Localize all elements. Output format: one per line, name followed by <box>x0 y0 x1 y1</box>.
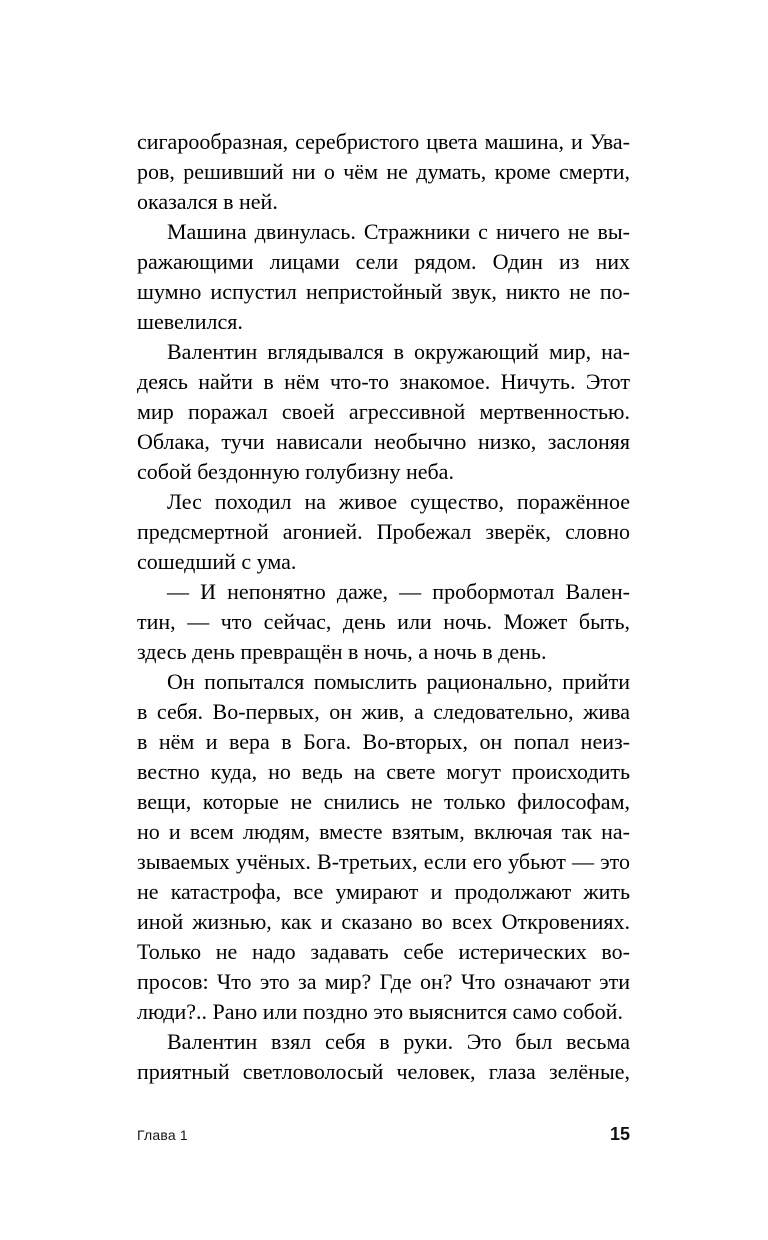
text-line: иной жизнью, как и сказано во всех Откровениях. <box>137 909 630 934</box>
paragraph <box>137 577 630 667</box>
text-line: Лес походил на живое существо, поражённое <box>167 489 630 514</box>
paragraph <box>137 1027 630 1087</box>
text-line: в нём и вера в Бога. Во-вторых, он попал неиз- <box>137 729 630 754</box>
text-line: вещи, которые не снились не только философам, <box>137 789 630 814</box>
paragraph <box>137 667 630 1027</box>
text-line: шевелился. <box>137 309 243 334</box>
text-line: мир поражал своей агрессивной мертвенностью. <box>137 399 630 424</box>
text-line: приятный светловолосый человек, глаза зелёные, <box>137 1059 630 1084</box>
text-line: здесь день превращён в ночь, а ночь в день. <box>137 639 547 664</box>
text-line: вестно куда, но ведь на свете могут происходить <box>137 759 630 784</box>
paragraph <box>137 217 630 337</box>
text-line: сошедший с ума. <box>137 549 297 574</box>
page-number: 15 <box>609 1124 630 1144</box>
text-line: Валентин взял себя в руки. Это был весьма <box>167 1029 630 1054</box>
paragraph <box>137 337 630 487</box>
text-line: но и всем людям, вместе взятым, включая так на- <box>137 819 630 844</box>
text-line: в себя. Во-первых, он жив, а следовательно, жива <box>137 699 630 724</box>
text-line: зываемых учёных. В-третьих, если его убьют — это <box>137 849 630 874</box>
chapter-label: Глава 1 <box>137 1127 188 1143</box>
text-line: не катастрофа, все умирают и продолжают жить <box>137 879 630 904</box>
text-line: деясь найти в нём что-то знакомое. Ничуть. Этот <box>137 369 630 394</box>
text-block <box>137 127 630 1087</box>
text-line: люди?.. Рано или поздно это выяснится само собой. <box>137 999 623 1024</box>
paragraph <box>137 487 630 577</box>
text-line: просов: Что это за мир? Где он? Что означают эти <box>137 969 630 994</box>
footer <box>137 1124 630 1145</box>
text-line: оказался в ней. <box>137 189 278 214</box>
text-line: Облака, тучи нависали необычно низко, заслоняя <box>137 429 630 454</box>
text-line: сигарообразная, серебристого цвета машина, и Ува- <box>137 129 630 154</box>
text-line: Только не надо задавать себе истерических во- <box>137 939 630 964</box>
text-line: Валентин вглядывался в окружающий мир, на- <box>167 339 630 364</box>
text-line: собой бездонную голубизну неба. <box>137 459 454 484</box>
text-line: шумно испустил непристойный звук, никто не по- <box>137 279 630 304</box>
text-line: Он попытался помыслить рационально, прийти <box>167 669 630 694</box>
text-line: ражающими лицами сели рядом. Один из них <box>137 249 630 274</box>
text-line: — И непонятно даже, — пробормотал Вален- <box>167 579 630 604</box>
paragraph <box>137 127 630 217</box>
text-line: предсмертной агонией. Пробежал зверёк, словно <box>137 519 630 544</box>
text-line: Машина двинулась. Стражники с ничего не вы- <box>167 219 630 244</box>
text-line: ров, решивший ни о чём не думать, кроме смерти, <box>137 159 630 184</box>
text-line: тин, — что сейчас, день или ночь. Может быть, <box>137 609 630 634</box>
